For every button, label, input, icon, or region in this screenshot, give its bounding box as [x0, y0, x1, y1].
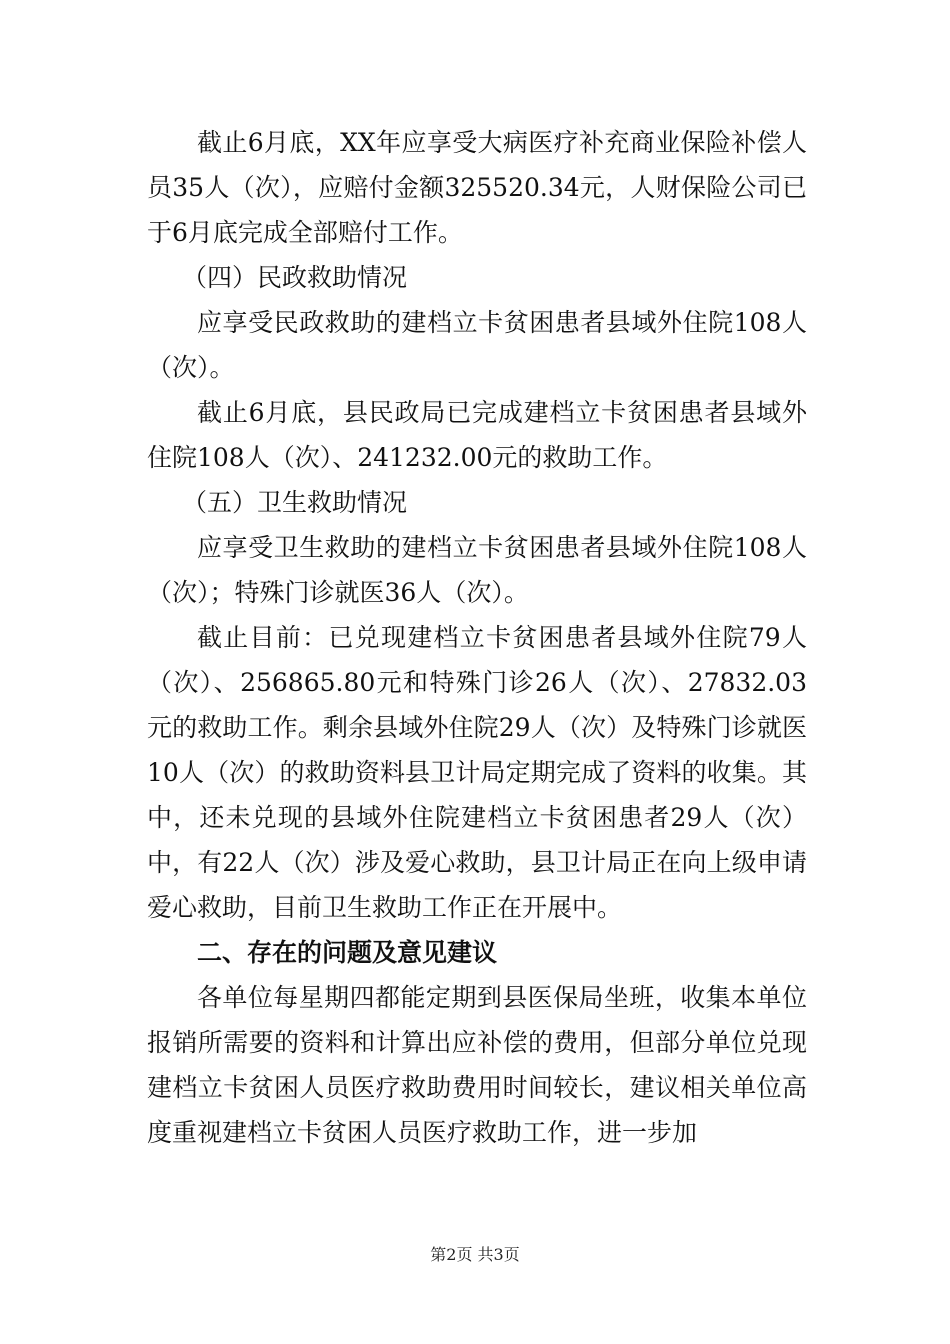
paragraph-insurance-claims: 截止6月底，XX年应享受大病医疗补充商业保险补偿人员35人（次），应赔付金额325520.34元，人财保险公司已于6月底完成全部赔付工作。	[147, 128, 807, 247]
document-body	[147, 120, 807, 1155]
paragraph-health-aid-progress: 截止目前：已兑现建档立卡贫困患者县域外住院79人（次）、256865.80元和特殊门诊26人（次）、27832.03元的救助工作。剩余县域外住院29人（次）及特殊门诊就医10人（次）的救助资料县卫计局定期完成了资料的收集。其中，还未兑现的县域外住院建档立卡贫困患者29人（次）中，有22人（次）涉及爱心救助，县卫计局正在向上级申请爱心救助，目前卫生救助工作正在开展中。	[147, 623, 807, 922]
paragraph-suggestions: 各单位每星期四都能定期到县医保局坐班，收集本单位报销所需要的资料和计算出应补偿的费用，但部分单位兑现建档立卡贫困人员医疗救助费用时间较长，建议相关单位高度重视建档立卡贫困人员医疗救助工作，进一步加	[147, 983, 807, 1147]
heading-health-aid: （五）卫生救助情况	[182, 488, 408, 517]
paragraph-civil-affairs-eligible: 应享受民政救助的建档立卡贫困患者县域外住院108人（次）。	[147, 308, 807, 382]
heading-civil-affairs-aid: （四）民政救助情况	[182, 263, 408, 292]
paragraph-civil-affairs-completed: 截止6月底，县民政局已完成建档立卡贫困患者县域外住院108人（次）、241232.00元的救助工作。	[147, 398, 807, 472]
heading-problems-suggestions: 二、存在的问题及意见建议	[197, 938, 498, 967]
paragraph-health-aid-eligible: 应享受卫生救助的建档立卡贫困患者县域外住院108人（次）；特殊门诊就医36人（次）。	[147, 533, 807, 607]
page-number-footer: 第2页 共3页	[430, 1245, 520, 1264]
